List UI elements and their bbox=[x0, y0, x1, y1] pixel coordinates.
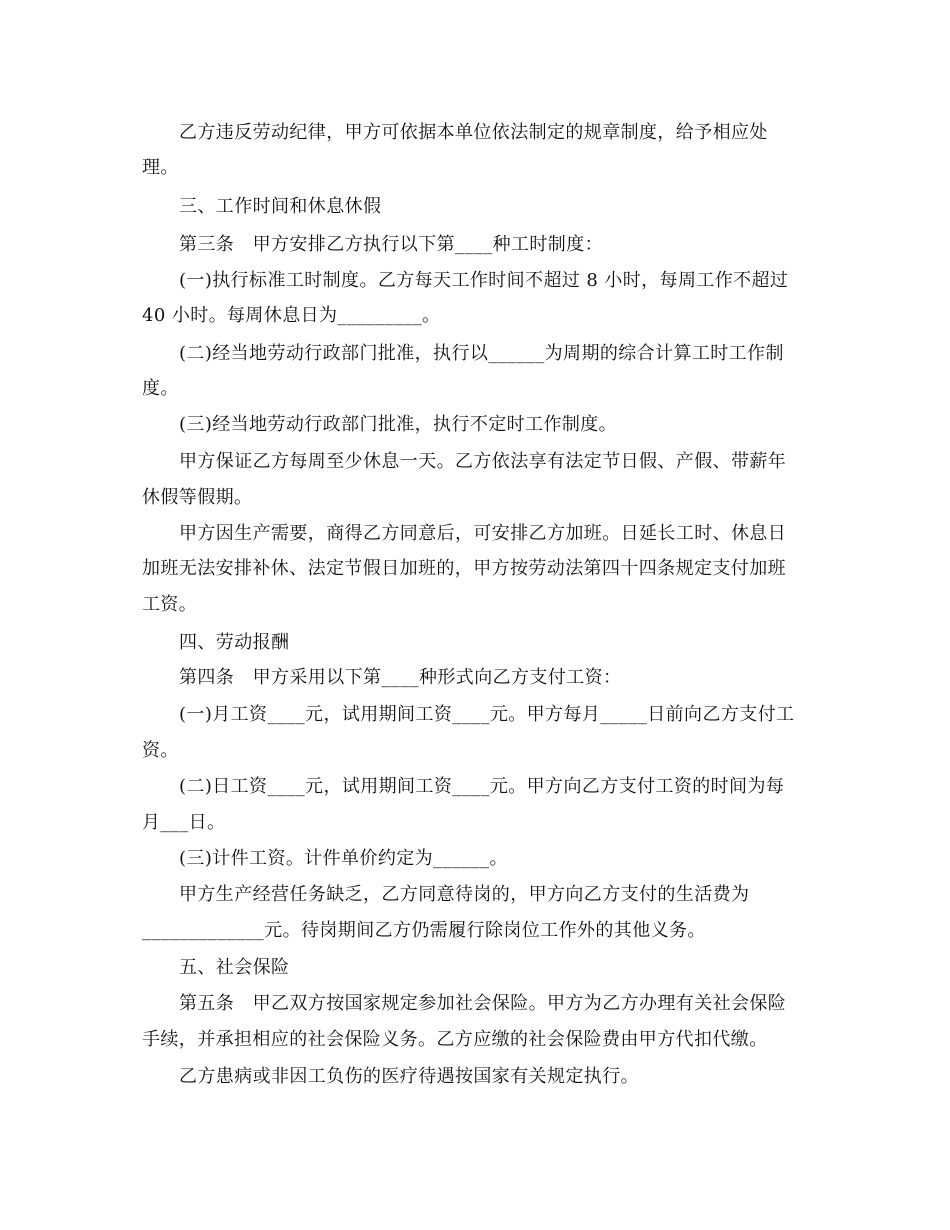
paragraph-line: 加班无法安排补休、法定节假日加班的，甲方按劳动法第四十四条规定支付加班 bbox=[142, 558, 786, 579]
article-heading: 第三条 甲方安排乙方执行以下第____种工时制度： bbox=[179, 234, 603, 255]
section-heading: 五、社会保险 bbox=[179, 957, 290, 978]
article-heading: 第五条 甲乙双方按国家规定参加社会保险。甲方为乙方办理有关社会保险 bbox=[179, 993, 787, 1014]
paragraph-line: 理。 bbox=[142, 157, 179, 178]
paragraph-line: 40 小时。每周休息日为_________。 bbox=[142, 305, 441, 326]
paragraph-line: 乙方违反劳动纪律，甲方可依据本单位依法制定的规章制度，给予相应处 bbox=[179, 122, 768, 143]
article-heading: 第四条 甲方采用以下第____种形式向乙方支付工资： bbox=[179, 667, 622, 688]
paragraph-line: 度。 bbox=[142, 378, 179, 399]
paragraph-line: (三)计件工资。计件单价约定为______。 bbox=[179, 848, 508, 869]
paragraph-line: (一)月工资____元，试用期间工资____元。甲方每月_____日前向乙方支付工 bbox=[179, 704, 795, 725]
paragraph-line: 甲方保证乙方每周至少休息一天。乙方依法享有法定节日假、产假、带薪年 bbox=[179, 451, 787, 472]
paragraph-line: 甲方因生产需要，商得乙方同意后，可安排乙方加班。日延长工时、休息日 bbox=[179, 523, 787, 544]
paragraph-line: (二)经当地劳动行政部门批准，执行以______为周期的综合计算工时工作制 bbox=[179, 343, 784, 364]
section-heading: 四、劳动报酬 bbox=[179, 632, 290, 653]
paragraph-line: (二)日工资____元，试用期间工资____元。甲方向乙方支付工资的时间为每 bbox=[179, 776, 785, 797]
paragraph-line: 手续，并承担相应的社会保险义务。乙方应缴的社会保险费由甲方代扣代缴。 bbox=[142, 1029, 768, 1050]
paragraph-line: 乙方患病或非因工负伤的医疗待遇按国家有关规定执行。 bbox=[179, 1066, 639, 1087]
paragraph-line: 资。 bbox=[142, 740, 179, 761]
paragraph-line: 甲方生产经营任务缺乏，乙方同意待岗的，甲方向乙方支付的生活费为 bbox=[179, 884, 750, 905]
paragraph-line: _____________元。待岗期间乙方仍需履行除岗位工作外的其他义务。 bbox=[142, 920, 706, 941]
section-heading: 三、工作时间和休息休假 bbox=[179, 196, 382, 217]
paragraph-line: (三)经当地劳动行政部门批准，执行不定时工作制度。 bbox=[179, 414, 618, 435]
paragraph-line: 工资。 bbox=[142, 594, 198, 615]
paragraph-line: 月___日。 bbox=[142, 812, 226, 833]
paragraph-line: 休假等假期。 bbox=[142, 487, 253, 508]
paragraph-line: (一)执行标准工时制度。乙方每天工作时间不超过 8 小时，每周工作不超过 bbox=[179, 270, 789, 291]
